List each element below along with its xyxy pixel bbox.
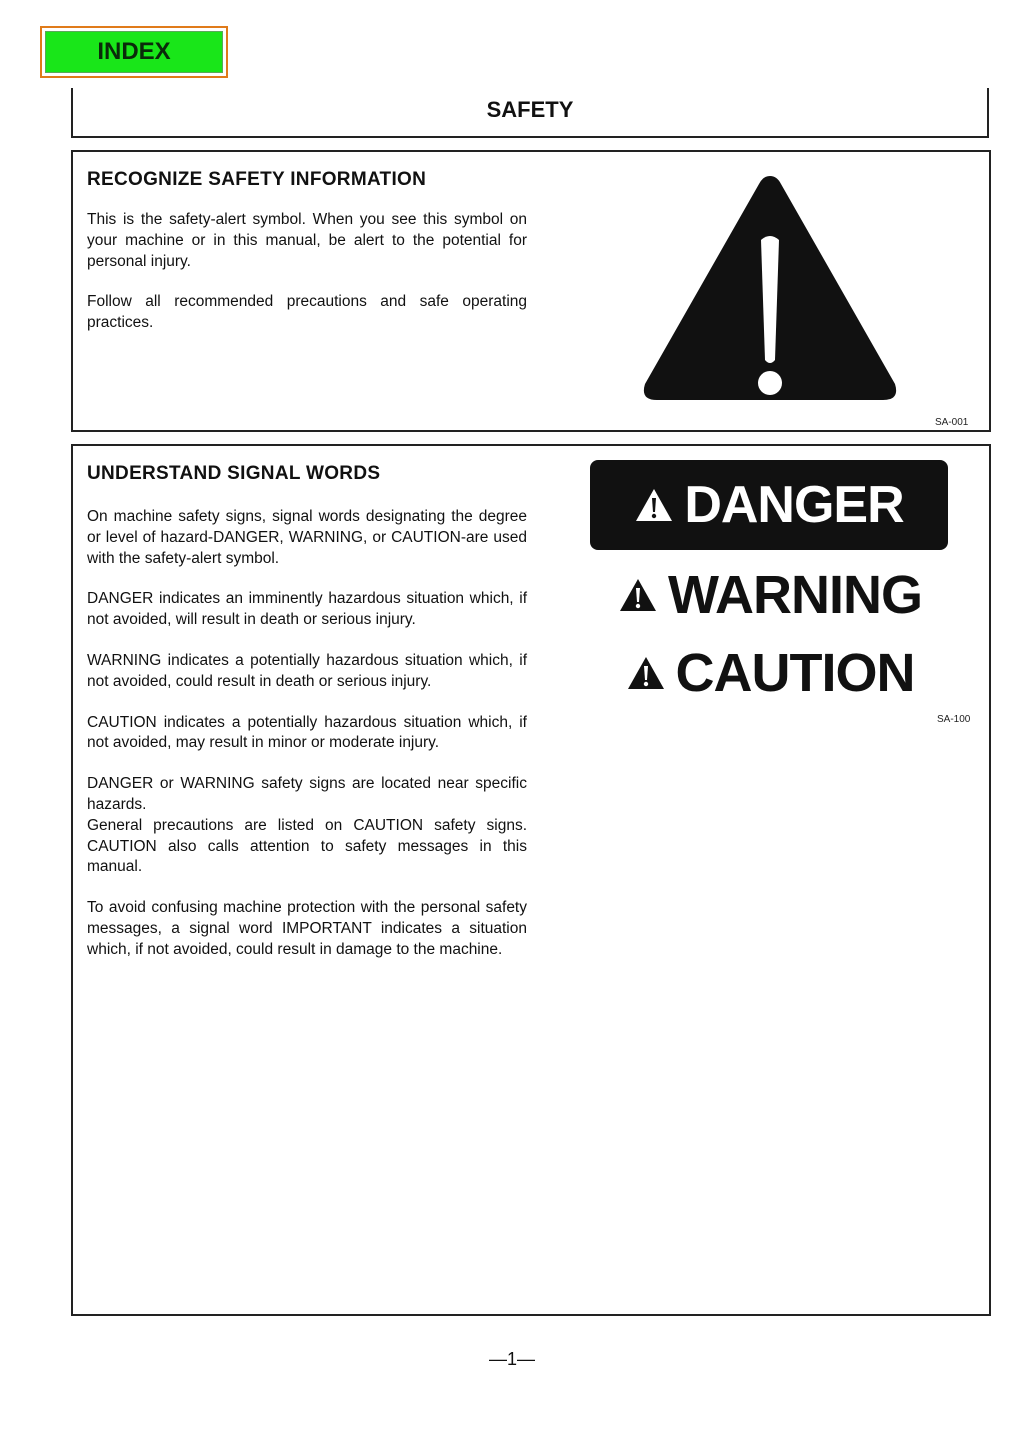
page-number: —1— — [488, 1349, 535, 1369]
warning-sign — [590, 556, 950, 634]
paragraph: CAUTION indicates a potentially hazardous situation which, if not avoided, may result in minor or moderate injury. — [87, 713, 527, 752]
alert-triangle-icon — [634, 487, 674, 523]
index-button[interactable] — [40, 26, 228, 78]
caution-sign — [590, 634, 950, 712]
section-heading: RECOGNIZE SAFETY INFORMATION — [87, 169, 427, 190]
paragraph: General precautions are listed on CAUTION safety signs. CAUTION also calls attention to safety messages in this manual. — [87, 816, 527, 876]
section-heading: UNDERSTAND SIGNAL WORDS — [87, 463, 381, 484]
section-body — [87, 210, 527, 354]
section-signal-words — [71, 444, 991, 1316]
paragraph: DANGER indicates an imminently hazardous situation which, if not avoided, will result in death or serious injury. — [87, 590, 527, 629]
index-button-label[interactable]: INDEX — [45, 31, 223, 73]
warning-word: WARNING — [668, 565, 922, 625]
safety-alert-triangle-icon — [639, 170, 901, 406]
page-title-box — [71, 88, 989, 138]
caution-word: CAUTION — [675, 643, 915, 703]
alert-triangle-icon — [618, 577, 658, 613]
paragraph: DANGER or WARNING safety signs are located near specific hazards. — [87, 775, 527, 813]
figure-code: SA-001 — [935, 417, 969, 428]
paragraph: Follow all recommended precautions and safe operating practices. — [87, 293, 527, 332]
figure-code: SA-100 — [937, 714, 971, 725]
section-recognize-safety — [71, 150, 991, 432]
paragraph: This is the safety-alert symbol. When you see this symbol on your machine or in this manual, be alert to the potential for personal injury. — [87, 211, 527, 270]
paragraph: WARNING indicates a potentially hazardous situation which, if not avoided, could result in death or serious injury. — [87, 651, 527, 690]
paragraph: To avoid confusing machine protection with the personal safety messages, a signal word IMPORTANT indicates a situation which, if not avoided, could result in damage to the machine. — [87, 899, 527, 958]
alert-triangle-icon — [626, 655, 666, 691]
danger-word: DANGER — [684, 476, 904, 534]
paragraph: On machine safety signs, signal words designating the degree or level of hazard-DANGER, WARNING, or CAUTION-are used with the safety-alert symbol. — [87, 508, 527, 567]
page-title: SAFETY — [486, 97, 574, 122]
section-body — [87, 507, 527, 981]
signal-word-signs — [590, 460, 950, 712]
danger-sign — [590, 460, 948, 550]
